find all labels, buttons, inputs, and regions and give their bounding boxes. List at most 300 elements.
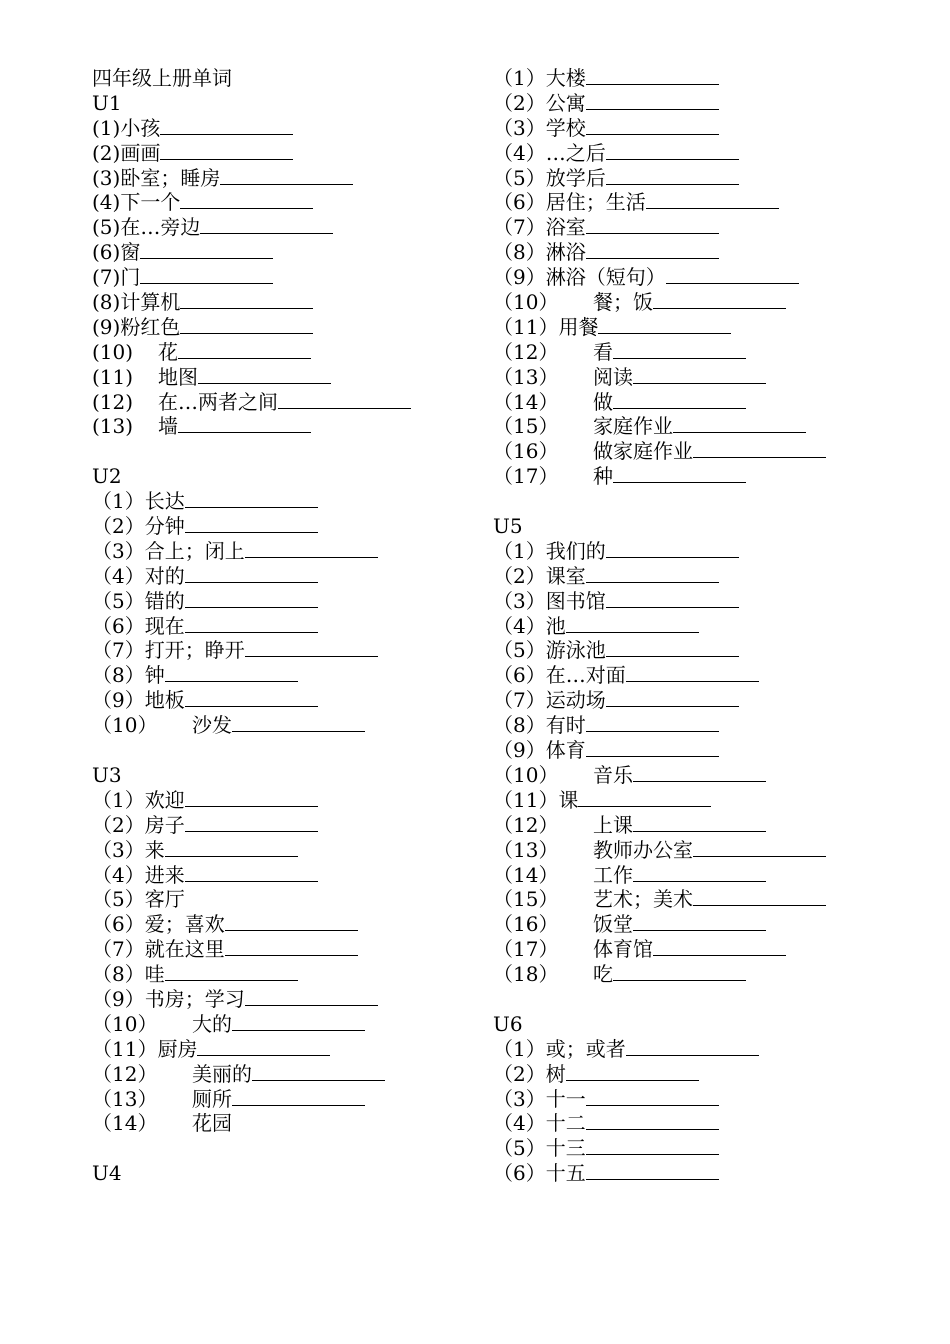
answer-blank[interactable] bbox=[185, 590, 318, 608]
answer-blank[interactable] bbox=[633, 764, 766, 782]
item-word: 哇 bbox=[144, 962, 165, 987]
answer-blank[interactable] bbox=[178, 341, 311, 359]
answer-blank[interactable] bbox=[586, 117, 719, 135]
section-spacer bbox=[92, 439, 492, 464]
item-number: （3） bbox=[92, 837, 145, 862]
item-word: 淋浴（短句） bbox=[545, 265, 666, 290]
answer-blank[interactable] bbox=[586, 714, 719, 732]
answer-blank[interactable] bbox=[606, 142, 739, 160]
vocab-item bbox=[92, 1012, 492, 1037]
item-number: (7) bbox=[92, 265, 121, 290]
item-word: 看 bbox=[593, 339, 613, 364]
section-spacer bbox=[92, 738, 492, 763]
item-number: （10） bbox=[92, 1011, 158, 1036]
item-word: 餐；饭 bbox=[593, 290, 653, 315]
answer-blank[interactable] bbox=[613, 963, 746, 981]
vocab-item bbox=[92, 589, 492, 614]
item-word: 教师办公室 bbox=[593, 837, 693, 862]
answer-blank[interactable] bbox=[666, 266, 799, 284]
item-number: （17） bbox=[493, 937, 559, 962]
item-number: （11） bbox=[92, 1036, 158, 1061]
answer-blank[interactable] bbox=[245, 639, 378, 657]
item-word: 钟 bbox=[144, 663, 165, 688]
vocab-item bbox=[92, 713, 492, 738]
item-word: 书房；学习 bbox=[144, 986, 245, 1011]
item-number: (8) bbox=[92, 290, 121, 315]
item-word: 欢迎 bbox=[144, 787, 185, 812]
item-word: 十三 bbox=[545, 1136, 586, 1161]
vocab-item bbox=[92, 638, 492, 663]
vocab-item bbox=[493, 937, 913, 962]
item-number: （4） bbox=[92, 862, 145, 887]
item-word: 十二 bbox=[545, 1111, 586, 1136]
vocab-item bbox=[493, 166, 913, 191]
item-number: (1) bbox=[92, 115, 121, 140]
item-number: （6） bbox=[493, 663, 546, 688]
item-number: （3） bbox=[92, 538, 145, 563]
item-number: （8） bbox=[493, 240, 546, 265]
item-word: 做家庭作业 bbox=[593, 439, 693, 464]
answer-blank[interactable] bbox=[606, 590, 739, 608]
vocab-item bbox=[493, 1136, 913, 1161]
vocab-item bbox=[92, 315, 492, 340]
answer-blank[interactable] bbox=[586, 1162, 719, 1180]
vocab-item bbox=[92, 390, 492, 415]
item-word: 地图 bbox=[158, 364, 198, 389]
answer-blank[interactable] bbox=[646, 191, 779, 209]
item-number: （3） bbox=[493, 115, 546, 140]
item-number: （5） bbox=[92, 588, 145, 613]
answer-blank[interactable] bbox=[140, 241, 273, 259]
item-number: （16） bbox=[493, 439, 559, 464]
item-word: 来 bbox=[144, 837, 165, 862]
item-word: 大楼 bbox=[545, 66, 586, 90]
item-number: （18） bbox=[493, 962, 559, 987]
answer-blank[interactable] bbox=[626, 1038, 759, 1056]
item-word: 粉红色 bbox=[120, 314, 181, 339]
item-word: 厕所 bbox=[192, 1086, 232, 1111]
answer-blank[interactable] bbox=[180, 291, 313, 309]
answer-blank[interactable] bbox=[653, 938, 786, 956]
answer-blank[interactable] bbox=[185, 789, 318, 807]
item-word: 音乐 bbox=[593, 762, 633, 787]
answer-blank[interactable] bbox=[225, 938, 358, 956]
answer-blank[interactable] bbox=[220, 167, 353, 185]
answer-blank[interactable] bbox=[586, 216, 719, 234]
item-number: （2） bbox=[92, 514, 145, 539]
vocab-item bbox=[92, 912, 492, 937]
answer-blank[interactable] bbox=[185, 814, 318, 832]
answer-blank[interactable] bbox=[232, 1013, 365, 1031]
item-number: （1） bbox=[493, 538, 546, 563]
right-column bbox=[493, 66, 913, 1186]
vocab-item bbox=[92, 688, 492, 713]
answer-blank[interactable] bbox=[626, 664, 759, 682]
item-number: (3) bbox=[92, 165, 121, 190]
vocab-item bbox=[493, 589, 913, 614]
vocab-item bbox=[92, 788, 492, 813]
answer-blank[interactable] bbox=[178, 415, 311, 433]
vocab-item bbox=[92, 190, 492, 215]
item-word: 放学后 bbox=[545, 165, 606, 190]
item-number: （2） bbox=[493, 1061, 546, 1086]
item-word: 沙发 bbox=[192, 713, 232, 738]
answer-blank[interactable] bbox=[613, 341, 746, 359]
vocab-item bbox=[493, 190, 913, 215]
vocab-item bbox=[493, 663, 913, 688]
answer-blank[interactable] bbox=[160, 142, 293, 160]
item-number: （2） bbox=[92, 812, 145, 837]
item-word: 游泳池 bbox=[545, 638, 606, 663]
unit-heading: U5 bbox=[493, 514, 523, 539]
answer-blank[interactable] bbox=[586, 1088, 719, 1106]
document-title: 四年级上册单词 bbox=[92, 66, 232, 90]
answer-blank[interactable] bbox=[586, 241, 719, 259]
answer-blank[interactable] bbox=[578, 789, 711, 807]
unit-heading: U2 bbox=[92, 464, 122, 489]
item-number: (10) bbox=[92, 339, 134, 364]
vocab-item bbox=[92, 265, 492, 290]
answer-blank[interactable] bbox=[633, 913, 766, 931]
vocab-item bbox=[493, 1087, 913, 1112]
vocab-item bbox=[493, 290, 913, 315]
vocab-item bbox=[493, 838, 913, 863]
item-number: （13） bbox=[92, 1086, 158, 1111]
item-word: …之后 bbox=[545, 140, 606, 165]
vocab-item bbox=[92, 215, 492, 240]
item-word: 体育 bbox=[545, 738, 586, 763]
vocab-item bbox=[493, 116, 913, 141]
answer-blank[interactable] bbox=[586, 1137, 719, 1155]
item-number: （7） bbox=[92, 937, 145, 962]
answer-blank[interactable] bbox=[566, 1063, 699, 1081]
vocab-item bbox=[493, 763, 913, 788]
answer-blank[interactable] bbox=[606, 540, 739, 558]
vocab-item bbox=[92, 340, 492, 365]
item-word: 十一 bbox=[545, 1086, 586, 1111]
item-word: 客厅 bbox=[144, 887, 185, 912]
item-number: （12） bbox=[92, 1061, 158, 1086]
answer-blank[interactable] bbox=[185, 490, 318, 508]
item-word: 我们的 bbox=[545, 538, 606, 563]
vocab-item bbox=[493, 141, 913, 166]
item-word: 浴室 bbox=[545, 215, 586, 240]
item-word: 树 bbox=[545, 1061, 566, 1086]
vocab-item bbox=[92, 1062, 492, 1087]
item-number: （6） bbox=[493, 1161, 546, 1186]
item-number: （15） bbox=[493, 414, 559, 439]
vocab-item bbox=[92, 240, 492, 265]
item-word: 或；或者 bbox=[545, 1036, 626, 1061]
item-number: （6） bbox=[92, 613, 145, 638]
vocab-item bbox=[92, 365, 492, 390]
item-number: （11） bbox=[493, 787, 559, 812]
item-word: 用餐 bbox=[558, 314, 599, 339]
answer-blank[interactable] bbox=[566, 615, 699, 633]
item-number: （4） bbox=[493, 140, 546, 165]
item-number: （1） bbox=[493, 66, 546, 90]
item-number: （10） bbox=[92, 713, 158, 738]
answer-blank[interactable] bbox=[185, 565, 318, 583]
left-column bbox=[92, 66, 492, 1186]
item-word: 艺术；美术 bbox=[593, 887, 693, 912]
vocab-item bbox=[92, 1111, 492, 1136]
vocab-item bbox=[92, 166, 492, 191]
item-number: （1） bbox=[92, 787, 145, 812]
item-word: 花园 bbox=[192, 1111, 232, 1136]
item-number: （9） bbox=[92, 986, 145, 1011]
item-word: 分钟 bbox=[144, 514, 185, 539]
item-word: 爱；喜欢 bbox=[144, 912, 225, 937]
answer-blank[interactable] bbox=[197, 1038, 330, 1056]
vocab-item bbox=[92, 116, 492, 141]
vocab-item bbox=[92, 962, 492, 987]
vocab-item bbox=[92, 663, 492, 688]
item-number: （9） bbox=[92, 688, 145, 713]
answer-blank[interactable] bbox=[185, 864, 318, 882]
item-number: （4） bbox=[493, 613, 546, 638]
item-number: (2) bbox=[92, 140, 121, 165]
item-number: （13） bbox=[493, 364, 559, 389]
item-number: （9） bbox=[493, 738, 546, 763]
answer-blank[interactable] bbox=[232, 714, 365, 732]
answer-blank[interactable] bbox=[613, 391, 746, 409]
item-word: 进来 bbox=[144, 862, 185, 887]
item-number: （9） bbox=[493, 265, 546, 290]
item-word: 在…两者之间 bbox=[158, 389, 278, 414]
answer-blank[interactable] bbox=[693, 888, 826, 906]
answer-blank[interactable] bbox=[200, 216, 333, 234]
answer-blank[interactable] bbox=[606, 639, 739, 657]
item-number: (5) bbox=[92, 215, 121, 240]
item-word: 长达 bbox=[144, 489, 185, 514]
vocab-item bbox=[493, 1062, 913, 1087]
vocab-item bbox=[493, 887, 913, 912]
unit-heading: U1 bbox=[92, 90, 122, 115]
answer-blank[interactable] bbox=[586, 739, 719, 757]
unit-heading: U6 bbox=[493, 1011, 523, 1036]
item-number: （5） bbox=[92, 887, 145, 912]
answer-blank[interactable] bbox=[586, 67, 719, 85]
vocab-item bbox=[493, 863, 913, 888]
item-number: （2） bbox=[493, 90, 546, 115]
vocab-item bbox=[493, 1161, 913, 1186]
answer-blank[interactable] bbox=[140, 266, 273, 284]
section-spacer bbox=[493, 987, 913, 1012]
item-word: 门 bbox=[120, 265, 141, 290]
item-number: (11) bbox=[92, 364, 134, 389]
item-number: （1） bbox=[493, 1036, 546, 1061]
item-word: 花 bbox=[158, 339, 178, 364]
item-word: 做 bbox=[593, 389, 613, 414]
vocab-item bbox=[493, 638, 913, 663]
vocab-item bbox=[92, 290, 492, 315]
answer-blank[interactable] bbox=[232, 1088, 365, 1106]
answer-blank[interactable] bbox=[165, 664, 298, 682]
answer-blank[interactable] bbox=[165, 839, 298, 857]
vocab-item bbox=[493, 240, 913, 265]
item-number: （12） bbox=[493, 339, 559, 364]
vocab-item bbox=[92, 141, 492, 166]
item-number: (6) bbox=[92, 240, 121, 265]
answer-blank[interactable] bbox=[586, 565, 719, 583]
item-word: 淋浴 bbox=[545, 240, 586, 265]
item-number: （3） bbox=[493, 588, 546, 613]
answer-blank[interactable] bbox=[633, 864, 766, 882]
item-number: (13) bbox=[92, 414, 134, 439]
item-word: 有时 bbox=[545, 713, 586, 738]
answer-blank[interactable] bbox=[185, 615, 318, 633]
item-word: 在…对面 bbox=[545, 663, 626, 688]
answer-blank[interactable] bbox=[586, 92, 719, 110]
answer-blank[interactable] bbox=[185, 689, 318, 707]
vocab-item bbox=[493, 713, 913, 738]
answer-blank[interactable] bbox=[633, 814, 766, 832]
answer-blank[interactable] bbox=[633, 366, 766, 384]
item-word: 现在 bbox=[144, 613, 185, 638]
item-number: （7） bbox=[493, 688, 546, 713]
answer-blank[interactable] bbox=[225, 913, 358, 931]
vocab-item bbox=[493, 912, 913, 937]
unit-heading: U3 bbox=[92, 762, 122, 787]
vocab-item bbox=[493, 1111, 913, 1136]
item-word: 对的 bbox=[144, 563, 185, 588]
item-number: （4） bbox=[92, 563, 145, 588]
vocab-item bbox=[493, 340, 913, 365]
answer-blank[interactable] bbox=[606, 167, 739, 185]
item-number: （3） bbox=[493, 1086, 546, 1111]
answer-blank[interactable] bbox=[185, 515, 318, 533]
item-word: 大的 bbox=[192, 1011, 232, 1036]
vocab-item bbox=[493, 414, 913, 439]
item-number: （14） bbox=[493, 862, 559, 887]
item-number: （4） bbox=[493, 1111, 546, 1136]
item-word: 十五 bbox=[545, 1161, 586, 1186]
vocab-item bbox=[493, 539, 913, 564]
answer-blank[interactable] bbox=[693, 440, 826, 458]
answer-blank[interactable] bbox=[198, 366, 331, 384]
item-word: 学校 bbox=[545, 115, 586, 140]
answer-blank[interactable] bbox=[180, 316, 313, 334]
item-number: （12） bbox=[493, 812, 559, 837]
answer-blank[interactable] bbox=[252, 1063, 385, 1081]
item-word: 窗 bbox=[120, 240, 141, 265]
item-word: 计算机 bbox=[120, 290, 181, 315]
item-word: 运动场 bbox=[545, 688, 606, 713]
item-word: 吃 bbox=[593, 962, 613, 987]
item-number: （5） bbox=[493, 165, 546, 190]
vocab-item bbox=[493, 464, 913, 489]
item-number: （6） bbox=[92, 912, 145, 937]
answer-blank[interactable] bbox=[165, 963, 298, 981]
vocab-item bbox=[493, 265, 913, 290]
item-number: （14） bbox=[493, 389, 559, 414]
item-word: 在…旁边 bbox=[120, 215, 201, 240]
vocab-item bbox=[493, 813, 913, 838]
vocab-item bbox=[92, 887, 492, 912]
item-word: 池 bbox=[545, 613, 566, 638]
item-number: （10） bbox=[493, 290, 559, 315]
item-number: （8） bbox=[493, 713, 546, 738]
item-number: （11） bbox=[493, 314, 559, 339]
item-number: (12) bbox=[92, 389, 134, 414]
item-number: （8） bbox=[92, 962, 145, 987]
item-number: （5） bbox=[493, 1136, 546, 1161]
answer-blank[interactable] bbox=[693, 839, 826, 857]
item-number: （15） bbox=[493, 887, 559, 912]
answer-blank[interactable] bbox=[613, 465, 746, 483]
answer-blank[interactable] bbox=[245, 540, 378, 558]
answer-blank[interactable] bbox=[586, 1112, 719, 1130]
vocab-item bbox=[493, 788, 913, 813]
item-number: （7） bbox=[92, 638, 145, 663]
item-word: 就在这里 bbox=[144, 937, 225, 962]
answer-blank[interactable] bbox=[278, 391, 411, 409]
vocab-item bbox=[92, 1037, 492, 1062]
item-word: 房子 bbox=[144, 812, 185, 837]
vocab-item bbox=[493, 215, 913, 240]
item-word: 体育馆 bbox=[593, 937, 653, 962]
vocab-item bbox=[92, 937, 492, 962]
answer-blank[interactable] bbox=[160, 117, 293, 135]
item-number: （8） bbox=[92, 663, 145, 688]
answer-blank[interactable] bbox=[598, 316, 731, 334]
vocab-item bbox=[92, 539, 492, 564]
vocab-item bbox=[493, 688, 913, 713]
item-number: （10） bbox=[493, 762, 559, 787]
item-word: 厨房 bbox=[157, 1036, 198, 1061]
item-number: （17） bbox=[493, 464, 559, 489]
item-number: (4) bbox=[92, 190, 121, 215]
vocab-item bbox=[493, 564, 913, 589]
answer-blank[interactable] bbox=[245, 988, 378, 1006]
vocab-item bbox=[493, 365, 913, 390]
item-word: 工作 bbox=[593, 862, 633, 887]
vocab-item bbox=[493, 91, 913, 116]
vocab-item bbox=[92, 1087, 492, 1112]
item-number: （1） bbox=[92, 489, 145, 514]
vocab-item bbox=[493, 390, 913, 415]
vocab-item bbox=[493, 738, 913, 763]
item-word: 下一个 bbox=[120, 190, 181, 215]
item-word: 卧室；睡房 bbox=[120, 165, 221, 190]
item-word: 课 bbox=[558, 787, 579, 812]
answer-blank[interactable] bbox=[653, 291, 786, 309]
vocab-item bbox=[493, 66, 913, 91]
item-word: 公寓 bbox=[545, 90, 586, 115]
item-word: 画画 bbox=[120, 140, 161, 165]
answer-blank[interactable] bbox=[673, 415, 806, 433]
item-number: （16） bbox=[493, 912, 559, 937]
item-word: 美丽的 bbox=[192, 1061, 252, 1086]
vocab-item bbox=[92, 838, 492, 863]
item-word: 家庭作业 bbox=[593, 414, 673, 439]
answer-blank[interactable] bbox=[606, 689, 739, 707]
vocab-item bbox=[493, 439, 913, 464]
answer-blank[interactable] bbox=[180, 191, 313, 209]
section-spacer bbox=[92, 1136, 492, 1161]
vocab-item bbox=[92, 514, 492, 539]
item-number: （6） bbox=[493, 190, 546, 215]
vocab-item bbox=[92, 414, 492, 439]
item-word: 墙 bbox=[158, 414, 178, 439]
unit-heading: U4 bbox=[92, 1161, 122, 1186]
item-word: 图书馆 bbox=[545, 588, 606, 613]
vocab-item bbox=[92, 813, 492, 838]
item-word: 合上；闭上 bbox=[144, 538, 245, 563]
item-number: （2） bbox=[493, 563, 546, 588]
vocab-item bbox=[92, 987, 492, 1012]
